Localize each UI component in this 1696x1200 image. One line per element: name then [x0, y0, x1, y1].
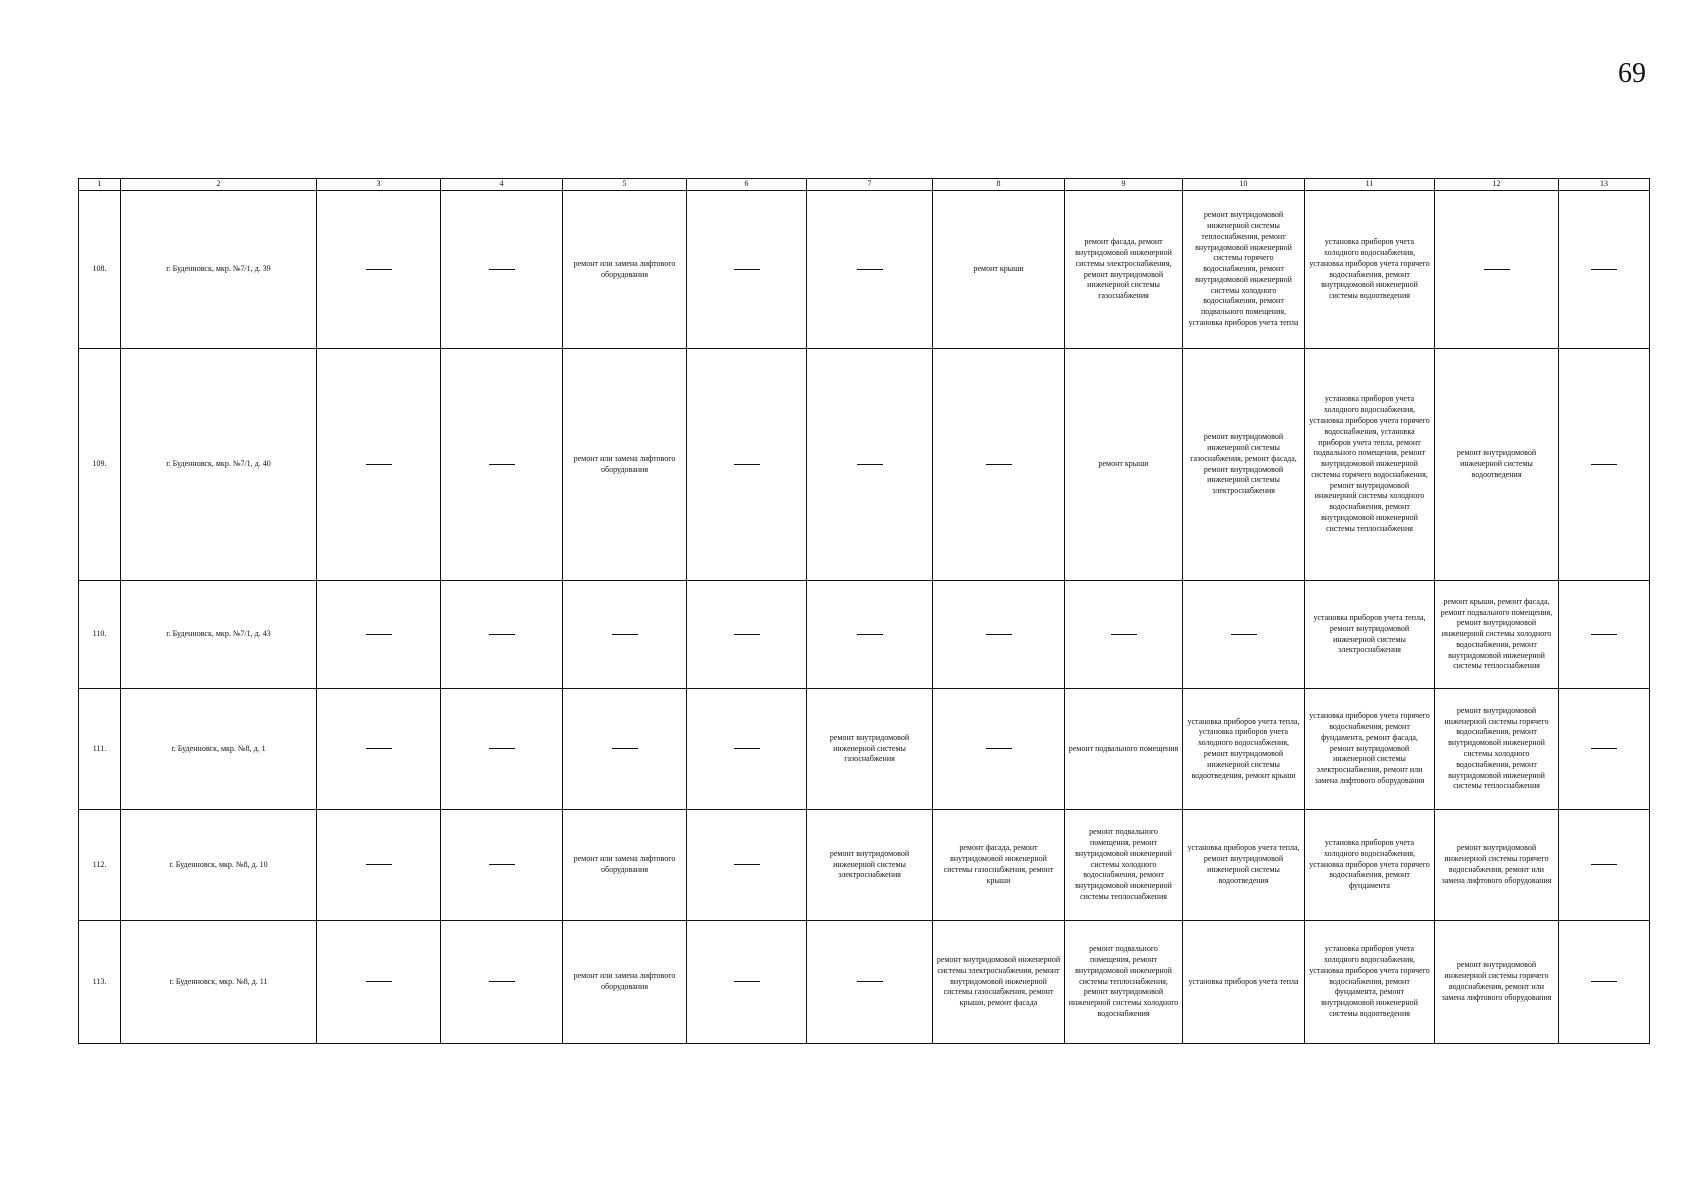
empty-dash-cell — [807, 581, 933, 689]
address-cell: г. Буденновск, мкр. №7/1, д. 40 — [121, 349, 317, 581]
work-cell: установка приборов учета холодного водоснабжения, установка приборов учета горячего водоснабжения, ремонт фундамента, ремонт внутридомовой инженерной системы водоотведения — [1305, 921, 1435, 1044]
column-header: 8 — [933, 179, 1065, 191]
empty-dash-cell — [687, 810, 807, 921]
empty-dash-cell — [807, 349, 933, 581]
empty-dash-cell — [687, 689, 807, 810]
table-row — [79, 581, 1650, 689]
dash-mark — [1231, 634, 1257, 635]
work-cell: ремонт внутридомовой инженерной системы водоотведения — [1435, 349, 1559, 581]
work-cell: ремонт крыши — [933, 191, 1065, 349]
empty-dash-cell — [1559, 810, 1650, 921]
dash-mark — [612, 634, 638, 635]
column-header: 1 — [79, 179, 121, 191]
work-cell: ремонт внутридомовой инженерной системы горячего водоснабжения, ремонт внутридомовой инженерной системы холодного водоснабжения, ремонт внутридомовой инженерной системы теплоснабжения — [1435, 689, 1559, 810]
column-header: 12 — [1435, 179, 1559, 191]
work-cell: установка приборов учета холодного водоснабжения, установка приборов учета горячего водоснабжения, установка приборов учета тепла, ремонт подвального помещения, ремонт внутридомовой инженерной системы горячего водоснабжения, ремонт внутридомовой инженерной системы холодного водоснабжения, ремонт внутридомовой инженерной системы теплоснабжения — [1305, 349, 1435, 581]
empty-dash-cell — [441, 689, 563, 810]
dash-mark — [612, 748, 638, 749]
row-number: 111. — [79, 689, 121, 810]
work-cell: ремонт внутридомовой инженерной системы теплоснабжения, ремонт внутридомовой инженерной системы горячего водоснабжения, ремонт внутридомовой инженерной системы холодного водоснабжения, ремонт подвального помещения, установка приборов учета тепла — [1183, 191, 1305, 349]
dash-mark — [734, 269, 760, 270]
work-cell: ремонт подвального помещения, ремонт внутридомовой инженерной системы теплоснабжения, ремонт внутридомовой инженерной системы холодного водоснабжения — [1065, 921, 1183, 1044]
empty-dash-cell — [317, 689, 441, 810]
column-header: 5 — [563, 179, 687, 191]
dash-mark — [734, 634, 760, 635]
empty-dash-cell — [1065, 581, 1183, 689]
address-cell: г. Буденновск, мкр. №8, д. 1 — [121, 689, 317, 810]
empty-dash-cell — [687, 581, 807, 689]
dash-mark — [366, 634, 392, 635]
empty-dash-cell — [563, 581, 687, 689]
work-cell: ремонт крыши, ремонт фасада, ремонт подвального помещения, ремонт внутридомовой инженерной системы холодного водоснабжения, ремонт внутридомовой инженерной системы теплоснабжения — [1435, 581, 1559, 689]
dash-mark — [366, 464, 392, 465]
work-cell: установка приборов учета холодного водоснабжения, установка приборов учета горячего водоснабжения, ремонт фундамента — [1305, 810, 1435, 921]
dash-mark — [1484, 269, 1510, 270]
empty-dash-cell — [441, 921, 563, 1044]
dash-mark — [366, 269, 392, 270]
empty-dash-cell — [1559, 689, 1650, 810]
table-row — [79, 810, 1650, 921]
dash-mark — [366, 981, 392, 982]
work-cell: установка приборов учета горячего водоснабжения, ремонт фундамента, ремонт фасада, ремонт внутридомовой инженерной системы электроснабжения, ремонт или замена лифтового оборудования — [1305, 689, 1435, 810]
dash-mark — [489, 634, 515, 635]
column-header: 11 — [1305, 179, 1435, 191]
empty-dash-cell — [317, 191, 441, 349]
work-cell: установка приборов учета тепла, установка приборов учета холодного водоснабжения, ремонт внутридомовой инженерной системы водоотведения, ремонт крыши — [1183, 689, 1305, 810]
empty-dash-cell — [807, 921, 933, 1044]
empty-dash-cell — [1559, 921, 1650, 1044]
empty-dash-cell — [933, 349, 1065, 581]
empty-dash-cell — [563, 689, 687, 810]
dash-mark — [857, 269, 883, 270]
work-cell: ремонт внутридомовой инженерной системы газоснабжения, ремонт фасада, ремонт внутридомовой инженерной системы электроснабжения — [1183, 349, 1305, 581]
work-cell: ремонт или замена лифтового оборудования — [563, 191, 687, 349]
dash-mark — [734, 981, 760, 982]
empty-dash-cell — [317, 581, 441, 689]
empty-dash-cell — [687, 191, 807, 349]
dash-mark — [1111, 634, 1137, 635]
dash-mark — [734, 748, 760, 749]
address-cell: г. Буденновск, мкр. №7/1, д. 39 — [121, 191, 317, 349]
work-cell: ремонт внутридомовой инженерной системы электроснабжения, ремонт внутридомовой инженерной системы газоснабжения, ремонт крыши, ремонт фасада — [933, 921, 1065, 1044]
work-cell: ремонт крыши — [1065, 349, 1183, 581]
dash-mark — [489, 748, 515, 749]
column-header: 6 — [687, 179, 807, 191]
work-cell: установка приборов учета тепла, ремонт внутридомовой инженерной системы электроснабжения — [1305, 581, 1435, 689]
empty-dash-cell — [441, 581, 563, 689]
page-number: 69 — [1618, 58, 1646, 89]
dash-mark — [1591, 634, 1617, 635]
empty-dash-cell — [317, 921, 441, 1044]
dash-mark — [986, 748, 1012, 749]
repair-schedule-table — [78, 178, 1650, 1044]
work-cell: ремонт внутридомовой инженерной системы горячего водоснабжения, ремонт или замена лифтового оборудования — [1435, 921, 1559, 1044]
column-header: 2 — [121, 179, 317, 191]
table-row — [79, 191, 1650, 349]
work-cell: ремонт или замена лифтового оборудования — [563, 810, 687, 921]
dash-mark — [1591, 464, 1617, 465]
dash-mark — [857, 464, 883, 465]
work-cell: ремонт подвального помещения — [1065, 689, 1183, 810]
dash-mark — [734, 864, 760, 865]
empty-dash-cell — [1435, 191, 1559, 349]
empty-dash-cell — [441, 810, 563, 921]
address-cell: г. Буденновск, мкр. №7/1, д. 43 — [121, 581, 317, 689]
column-number-row — [79, 179, 1650, 191]
column-header: 9 — [1065, 179, 1183, 191]
address-cell: г. Буденновск, мкр. №8, д. 11 — [121, 921, 317, 1044]
dash-mark — [986, 634, 1012, 635]
work-cell: ремонт или замена лифтового оборудования — [563, 349, 687, 581]
empty-dash-cell — [441, 191, 563, 349]
empty-dash-cell — [441, 349, 563, 581]
dash-mark — [366, 864, 392, 865]
empty-dash-cell — [687, 349, 807, 581]
dash-mark — [1591, 748, 1617, 749]
empty-dash-cell — [933, 581, 1065, 689]
work-cell: ремонт внутридомовой инженерной системы электроснабжения — [807, 810, 933, 921]
dash-mark — [1591, 864, 1617, 865]
empty-dash-cell — [1559, 349, 1650, 581]
row-number: 110. — [79, 581, 121, 689]
empty-dash-cell — [1183, 581, 1305, 689]
work-cell: установка приборов учета тепла — [1183, 921, 1305, 1044]
row-number: 109. — [79, 349, 121, 581]
dash-mark — [489, 981, 515, 982]
dash-mark — [1591, 269, 1617, 270]
column-header: 4 — [441, 179, 563, 191]
dash-mark — [366, 748, 392, 749]
row-number: 112. — [79, 810, 121, 921]
empty-dash-cell — [317, 810, 441, 921]
work-cell: ремонт внутридомовой инженерной системы горячего водоснабжения, ремонт или замена лифтового оборудования — [1435, 810, 1559, 921]
address-cell: г. Буденновск, мкр. №8, д. 10 — [121, 810, 317, 921]
work-cell: установка приборов учета холодного водоснабжения, установка приборов учета горячего водоснабжения, ремонт внутридомовой инженерной системы водоотведения — [1305, 191, 1435, 349]
empty-dash-cell — [807, 191, 933, 349]
column-header: 3 — [317, 179, 441, 191]
work-cell: ремонт фасада, ремонт внутридомовой инженерной системы электроснабжения, ремонт внутридомовой инженерной системы газоснабжения — [1065, 191, 1183, 349]
work-cell: ремонт внутридомовой инженерной системы газоснабжения — [807, 689, 933, 810]
table-row — [79, 349, 1650, 581]
dash-mark — [734, 464, 760, 465]
dash-mark — [857, 634, 883, 635]
row-number: 113. — [79, 921, 121, 1044]
dash-mark — [489, 269, 515, 270]
dash-mark — [489, 864, 515, 865]
work-cell: ремонт подвального помещения, ремонт внутридомовой инженерной системы холодного водоснабжения, ремонт внутридомовой инженерной системы теплоснабжения — [1065, 810, 1183, 921]
column-header: 7 — [807, 179, 933, 191]
empty-dash-cell — [1559, 581, 1650, 689]
table-row — [79, 689, 1650, 810]
empty-dash-cell — [1559, 191, 1650, 349]
work-cell: установка приборов учета тепла, ремонт внутридомовой инженерной системы водоотведения — [1183, 810, 1305, 921]
table-row — [79, 921, 1650, 1044]
empty-dash-cell — [933, 689, 1065, 810]
column-header: 13 — [1559, 179, 1650, 191]
empty-dash-cell — [687, 921, 807, 1044]
work-cell: ремонт фасада, ремонт внутридомовой инженерной системы газоснабжения, ремонт крыши — [933, 810, 1065, 921]
dash-mark — [1591, 981, 1617, 982]
empty-dash-cell — [317, 349, 441, 581]
row-number: 108. — [79, 191, 121, 349]
dash-mark — [857, 981, 883, 982]
dash-mark — [986, 464, 1012, 465]
column-header: 10 — [1183, 179, 1305, 191]
dash-mark — [489, 464, 515, 465]
work-cell: ремонт или замена лифтового оборудования — [563, 921, 687, 1044]
